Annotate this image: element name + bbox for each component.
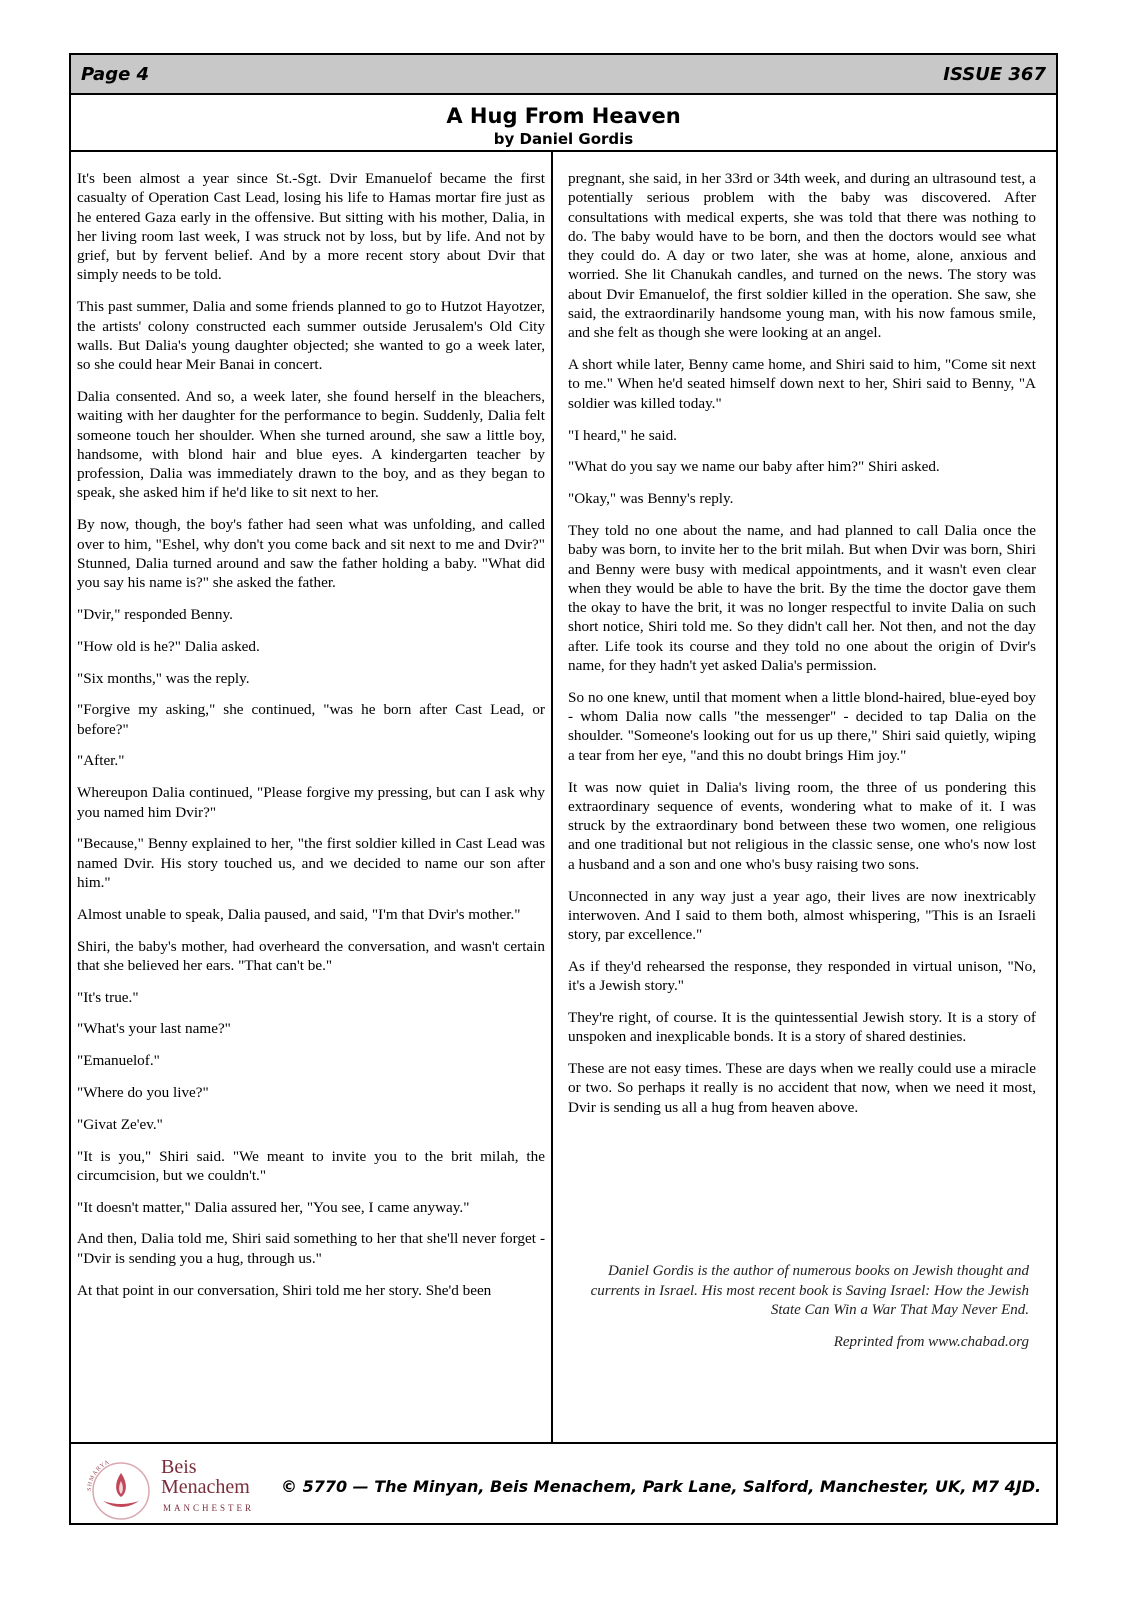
article-paragraph: "Okay," was Benny's reply.: [568, 490, 734, 508]
article-paragraph: "Emanuelof.": [77, 1052, 160, 1070]
article-paragraph: Unconnected in any way just a year ago, their lives are now inextricably interwoven. And I said to them both, almost whispering, "This is an Israeli story, par excellence.": [568, 887, 1036, 944]
logo-city: MANCHESTER: [163, 1503, 255, 1513]
article-paragraph: "What's your last name?": [77, 1020, 231, 1038]
article-paragraph: Dalia consented. And so, a week later, she found herself in the bleachers, waiting with her daughter for the performance to begin. Suddenly, Dalia felt someone touch her shoulder. When she turned around, she saw a little boy, handsome, with blond hair and blue eyes. A kindergarten teacher by profession, Dalia was immediately drawn to the boy, and as they began to speak, she asked him if he'd like to sit next to her.: [77, 387, 545, 502]
article-paragraph: It's been almost a year since St.-Sgt. Dvir Emanuelof became the first casualty of Operation Cast Lead, losing his life to Hamas mortar fire just as he entered Gaza early in the offensive. But sitting with his mother, Dalia, in her living room last week, I was struck not by loss, but by life. And not by grief, but by fervent belief. And by a more recent story about Dvir that simply needs to be told.: [77, 170, 545, 284]
article-paragraph: "Six months," was the reply.: [77, 669, 250, 687]
footer-divider: [71, 1442, 1056, 1444]
article-paragraph: "I heard," he said.: [568, 426, 677, 444]
article-paragraph: "Givat Ze'ev.": [77, 1115, 163, 1133]
page-number: Page 4: [81, 64, 150, 85]
article-paragraph: "It is you," Shiri said. "We meant to invite you to the brit milah, the circumcision, but we couldn't.": [77, 1147, 545, 1184]
article-paragraph: "What do you say we name our baby after him?" Shiri asked.: [568, 458, 940, 476]
article-paragraph: And then, Dalia told me, Shiri said something to her that she'll never forget - "Dvir is sending you a hug, through us.": [77, 1230, 545, 1267]
article-paragraph: They're right, of course. It is the quintessential Jewish story. It is a story of unspoken and inexplicable bonds. It is a story of shared destinies.: [568, 1008, 1036, 1046]
article-paragraph: Shiri, the baby's mother, had overheard the conversation, and wasn't certain that she believed her ears. "That can't be.": [77, 937, 545, 974]
logo-name: [161, 1457, 250, 1497]
article-paragraph: This past summer, Dalia and some friends planned to go to Hutzot Hayotzer, the artists' colony constructed each summer outside Jerusalem's Old City walls. But Dalia's young daughter objected; she wanted to go a week later, so she could hear Meir Banai in concert.: [77, 298, 545, 374]
article-title-box: [71, 95, 1056, 152]
author-note: [568, 1262, 1029, 1364]
logo-emblem-icon: [81, 1451, 161, 1521]
logo-name-line1: Beis: [161, 1456, 197, 1478]
article-paragraph: "Forgive my asking," she continued, "was he born after Cast Lead, or before?": [77, 701, 545, 738]
reprint-note: Reprinted from www.chabad.org: [833, 1333, 1029, 1350]
article-paragraph: It was now quiet in Dalia's living room, the three of us pondering this extraordinary sequence of events, wondering what to make of it. I was struck by the extraordinary bond between these two women, one religious and one traditional but not religious in the classic sense, one who's now lost a husband and a son and one who's busy raising two sons.: [568, 778, 1036, 873]
article-paragraph: So no one knew, until that moment when a little blond-haired, blue-eyed boy - whom Dalia now calls "the messenger" - decided to tap Dalia on the shoulder. "Someone's looking out for us up there," Shiri said quietly, wiping a tear from her eye, "and this no doubt brings Him joy.": [568, 688, 1036, 764]
left-column: [77, 169, 545, 1312]
article-paragraph: "Where do you live?": [77, 1083, 209, 1101]
article-paragraph: pregnant, she said, in her 33rd or 34th week, and during an ultrasound test, a potentially serious problem with the baby was discovered. After consultations with medical experts, she was told that there was nothing to do. The baby would have to be born, and then the doctors would see what they could do. A day or two later, she was at home, alone, anxious and worried. She lit Chanukah candles, and turned on the news. The story was about Dvir Emanuelof, the first soldier killed in the operation. She saw, she said, the extraordinarily handsome young man, with his now famous smile, and she felt as though she were looking at an angel.: [568, 170, 1036, 342]
article-paragraph: Almost unable to speak, Dalia paused, and said, "I'm that Dvir's mother.": [77, 905, 521, 923]
article-paragraph: These are not easy times. These are days when we really could use a miracle or two. So perhaps it really is no accident that now, when we need it most, Dvir is sending us all a hug from heaven above.: [568, 1060, 1036, 1116]
author-bio: Daniel Gordis is the author of numerous books on Jewish thought and currents in Israel. His most recent book is Saving Israel: How the Jewish State Can Win a War That May Never End.: [590, 1263, 1029, 1318]
article-paragraph: "It's true.": [77, 988, 139, 1006]
article-paragraph: A short while later, Benny came home, and Shiri said to him, "Come sit next to me." When he'd seated himself down next to her, Shiri said to Benny, "A soldier was killed today.": [568, 356, 1036, 412]
article-paragraph: As if they'd rehearsed the response, they responded in virtual unison, "No, it's a Jewish story.": [568, 957, 1036, 995]
article-paragraph: "How old is he?" Dalia asked.: [77, 637, 260, 655]
article-paragraph: "Dvir," responded Benny.: [77, 605, 233, 623]
svg-text:SHMARYA: [87, 1459, 111, 1491]
article-paragraph: They told no one about the name, and had planned to call Dalia once the baby was born, to invite her to the brit milah. But when Dvir was born, Shiri and Benny were busy with medical appointments, and it wasn't even clear when they would be able to have the brit. By the time the doctor gave them the okay to have the brit, it was no longer respectful to invite Dalia on such short notice, Shiri told me. So they didn't call her. Not then, and not the day after. Life took its course and they told no one about the origin of Dvir's name, for they hadn't yet asked Dalia's permission.: [568, 521, 1036, 675]
article-paragraph: "It doesn't matter," Dalia assured her, "You see, I came anyway.": [77, 1198, 470, 1216]
issue-number: ISSUE 367: [943, 64, 1046, 85]
logo-name-line2: Menachem: [161, 1476, 250, 1498]
footer-copyright: © 5770 — The Minyan, Beis Menachem, Park Lane, Salford, Manchester, UK, M7 4JD.: [281, 1477, 1042, 1496]
article-paragraph: "Because," Benny explained to her, "the first soldier killed in Cast Lead was named Dvir. His story touched us, and we decided to name our son after him.": [77, 835, 545, 891]
right-column: [568, 169, 1036, 1129]
page-header-bar: [71, 55, 1056, 95]
beis-menachem-logo: [81, 1451, 271, 1521]
article-paragraph: By now, though, the boy's father had seen what was unfolding, and called over to him, "Eshel, why don't you come back and sit next to me and Dvir?" Stunned, Dalia turned around and saw the father holding a baby. "What did you say his name is?" she asked the father.: [77, 516, 545, 592]
article-byline: by Daniel Gordis: [493, 130, 634, 148]
page-frame: [69, 53, 1058, 1525]
article-paragraph: "After.": [77, 752, 125, 770]
column-divider: [551, 152, 553, 1442]
article-paragraph: At that point in our conversation, Shiri told me her story. She'd been: [77, 1281, 492, 1299]
logo-ring-text: SHMARYA: [86, 1459, 112, 1492]
article-paragraph: Whereupon Dalia continued, "Please forgive my pressing, but can I ask why you named him Dvir?": [77, 784, 545, 821]
article-title: A Hug From Heaven: [446, 104, 681, 128]
